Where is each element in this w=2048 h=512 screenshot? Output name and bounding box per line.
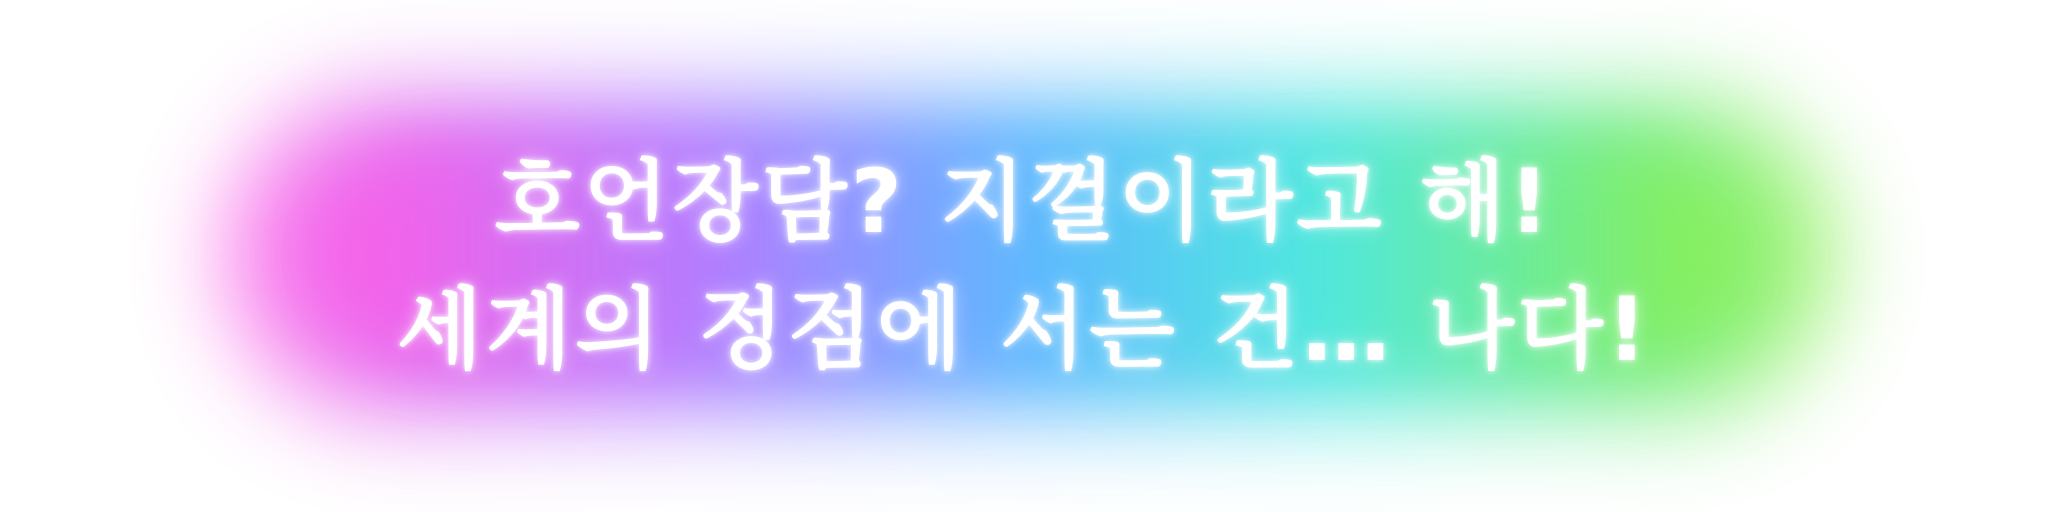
caption-text bbox=[0, 138, 2048, 394]
caption-line-1: 호언장담? 지껄이라고 해! bbox=[494, 150, 1554, 253]
caption-line-2: 세계의 정점에 서는 건… 나다! bbox=[397, 278, 1651, 381]
